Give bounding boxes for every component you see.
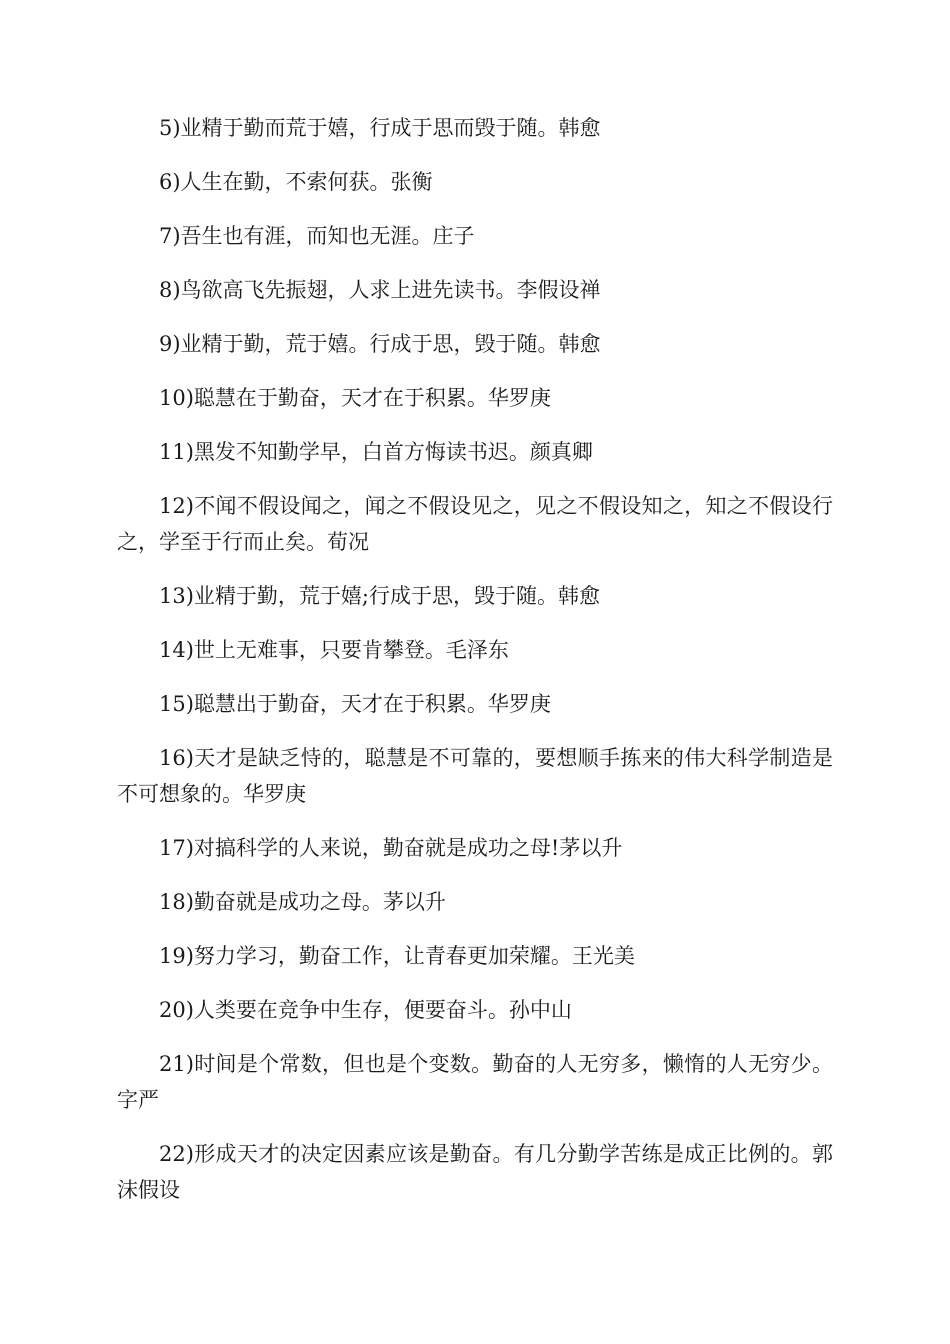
quote-item: 12)不闻不假设闻之，闻之不假设见之，见之不假设知之，知之不假设行之，学至于行而止矣。荀况 (117, 494, 833, 554)
quote-item: 9)业精于勤，荒于嬉。行成于思，毁于随。韩愈 (159, 332, 601, 356)
quote-item: 14)世上无难事，只要肯攀登。毛泽东 (159, 638, 509, 662)
quote-item: 8)鸟欲高飞先振翅，人求上进先读书。李假设禅 (159, 278, 601, 302)
quote-item: 11)黑发不知勤学早，白首方悔读书迟。颜真卿 (159, 440, 593, 464)
quote-item: 10)聪慧在于勤奋，天才在于积累。华罗庚 (159, 386, 551, 410)
quote-item: 19)努力学习，勤奋工作，让青春更加荣耀。王光美 (159, 944, 635, 968)
quote-item: 16)天才是缺乏恃的，聪慧是不可靠的，要想顺手拣来的伟大科学制造是不可想象的。华罗庚 (117, 746, 833, 806)
quote-list (117, 110, 833, 1226)
quote-item: 15)聪慧出于勤奋，天才在于积累。华罗庚 (159, 692, 551, 716)
quote-item: 7)吾生也有涯，而知也无涯。庄子 (159, 224, 475, 248)
quote-item: 21)时间是个常数，但也是个变数。勤奋的人无穷多，懒惰的人无穷少。字严 (117, 1052, 833, 1112)
quote-item: 22)形成天才的决定因素应该是勤奋。有几分勤学苦练是成正比例的。郭沫假设 (117, 1142, 833, 1202)
quote-item: 17)对搞科学的人来说，勤奋就是成功之母!茅以升 (159, 836, 623, 860)
quote-item: 13)业精于勤，荒于嬉;行成于思，毁于随。韩愈 (159, 584, 600, 608)
quote-item: 20)人类要在竞争中生存，便要奋斗。孙中山 (159, 998, 572, 1022)
quote-item: 5)业精于勤而荒于嬉，行成于思而毁于随。韩愈 (159, 116, 601, 140)
quote-item: 6)人生在勤，不索何获。张衡 (159, 170, 433, 194)
quote-item: 18)勤奋就是成功之母。茅以升 (159, 890, 446, 914)
